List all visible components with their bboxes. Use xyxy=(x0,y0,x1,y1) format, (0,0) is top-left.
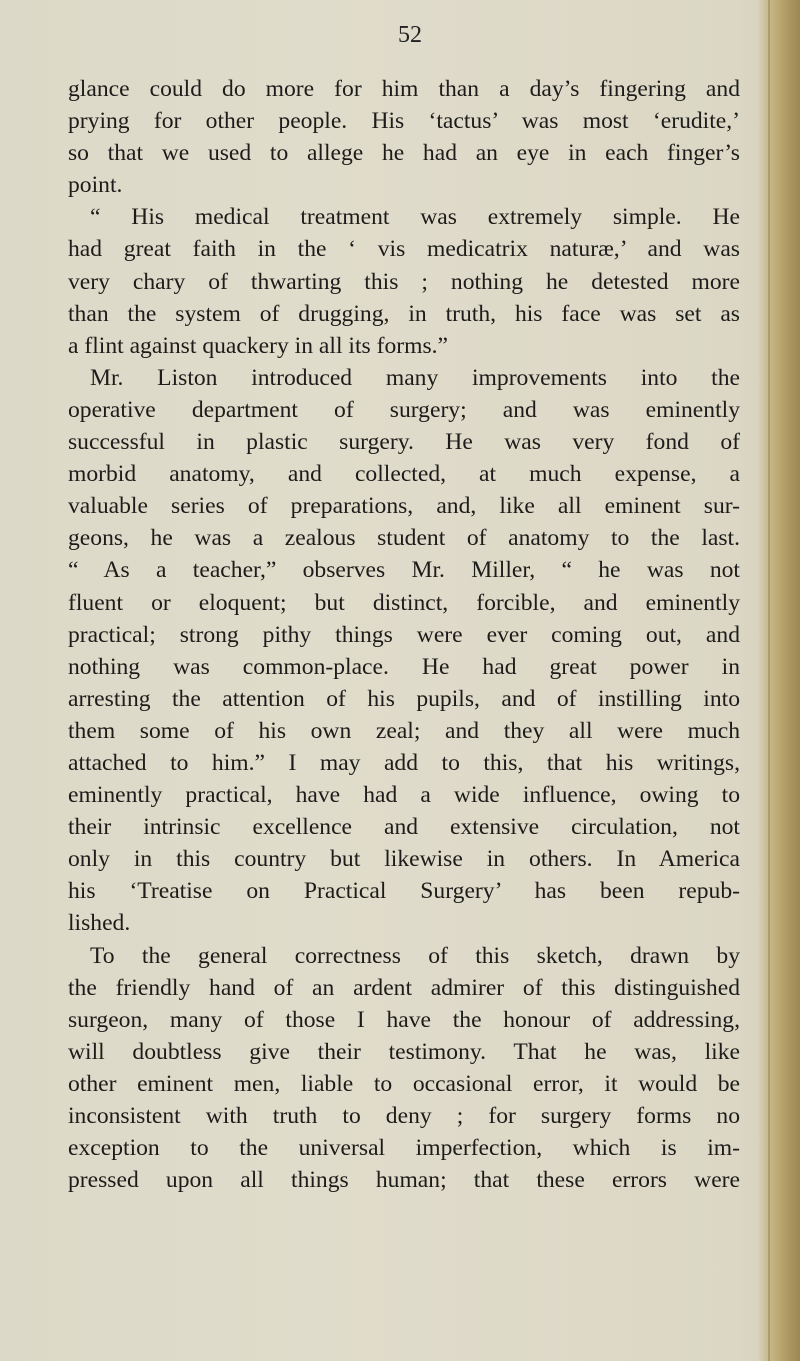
text-line: Mr. Liston introduced many improvements into the xyxy=(90,364,740,391)
text-line: morbid anatomy, and collected, at much expense, a xyxy=(68,461,740,488)
text-line: inconsistent with truth to deny ; for surgery forms no xyxy=(68,1103,740,1129)
page-number: 52 xyxy=(398,22,422,48)
text-line: practical; strong pithy things were ever coming out, and xyxy=(68,621,740,648)
text-line: fluent or eloquent; but distinct, forcible, and eminently xyxy=(68,589,740,616)
text-line: “ As a teacher,” observes Mr. Miller, “ he was not xyxy=(68,557,740,584)
text-line: than the system of drugging, in truth, his face was set as xyxy=(68,300,740,327)
text-line: valuable series of preparations, and, like all eminent sur- xyxy=(68,493,740,520)
text-line: the friendly hand of an ardent admirer of this distinguished xyxy=(68,974,740,1001)
text-line: his ‘Treatise on Practical Surgery’ has been repub- xyxy=(68,878,740,905)
text-line: geons, he was a zealous student of anatomy to the last. xyxy=(68,525,740,552)
text-line: successful in plastic surgery. He was very fond of xyxy=(68,429,740,456)
text-line: lished. xyxy=(68,910,131,937)
text-line: only in this country but likewise in others. In America xyxy=(68,846,740,873)
body-text xyxy=(68,73,740,1196)
text-line: point. xyxy=(68,172,123,199)
text-line: nothing was common-place. He had great power in xyxy=(68,653,740,680)
text-line: glance could do more for him than a day’s fingering and xyxy=(68,76,740,102)
text-line: had great faith in the ‘ vis medicatrix naturæ,’ and was xyxy=(68,236,740,263)
page-edge-line xyxy=(768,0,770,1361)
text-line: To the general correctness of this sketch, drawn by xyxy=(90,942,740,969)
text-line: prying for other people. His ‘tactus’ was most ‘erudite,’ xyxy=(68,108,740,135)
text-line: so that we used to allege he had an eye in each finger’s xyxy=(68,140,740,167)
text-line: a flint against quackery in all its forms.” xyxy=(68,332,449,359)
text-line: their intrinsic excellence and extensive circulation, not xyxy=(68,814,740,841)
text-line: eminently practical, have had a wide influence, owing to xyxy=(68,782,740,809)
text-line: attached to him.” I may add to this, that his writings, xyxy=(68,749,740,776)
text-line: “ His medical treatment was extremely simple. He xyxy=(90,204,740,231)
text-line: very chary of thwarting this ; nothing he detested more xyxy=(68,268,740,295)
text-line: operative department of surgery; and was eminently xyxy=(68,396,740,423)
text-line: them some of his own zeal; and they all were much xyxy=(68,717,740,744)
text-line: other eminent men, liable to occasional error, it would be xyxy=(68,1070,740,1097)
text-line: will doubtless give their testimony. That he was, like xyxy=(68,1038,740,1065)
page-edge-shadow xyxy=(758,0,800,1361)
text-line: exception to the universal imperfection, which is im- xyxy=(68,1135,740,1162)
text-line: surgeon, many of those I have the honour of addressing, xyxy=(68,1006,740,1033)
text-line: arresting the attention of his pupils, and of instilling into xyxy=(68,685,740,712)
text-line: pressed upon all things human; that these errors were xyxy=(68,1167,740,1194)
